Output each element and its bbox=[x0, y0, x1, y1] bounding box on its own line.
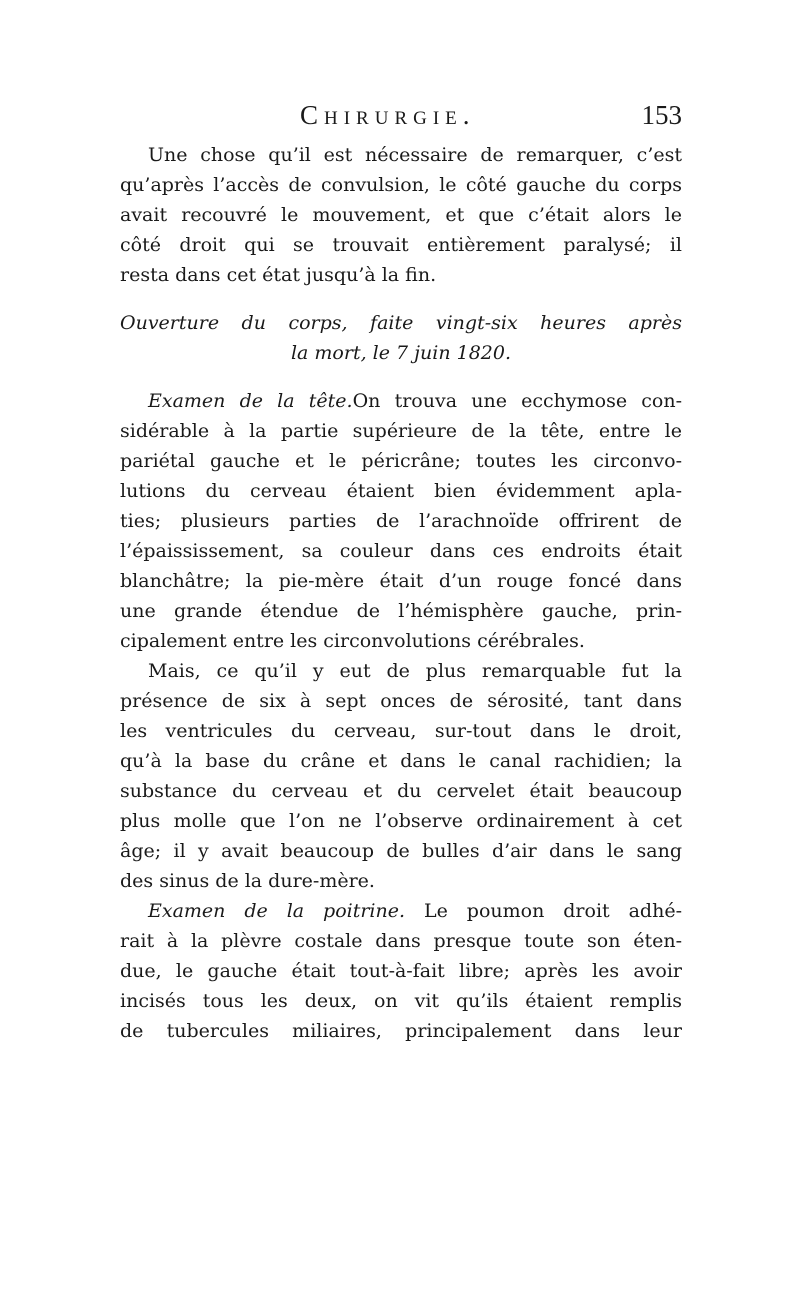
text-line: ties; plusieurs parties de l’arachnoïde offrirent de bbox=[120, 510, 682, 532]
paragraph-head-exam bbox=[120, 386, 682, 656]
section-title-line: Ouverture du corps, faite vingt-six heures après bbox=[120, 312, 682, 334]
text-line bbox=[120, 386, 682, 416]
text-line: Mais, ce qu’il y eut de plus remarquable fut la bbox=[148, 660, 682, 682]
text-line: une grande étendue de l’hémisphère gauche, prin- bbox=[120, 600, 682, 622]
paragraph-serosity bbox=[120, 656, 682, 896]
text-line: sidérable à la partie supérieure de la tête, entre le bbox=[120, 420, 682, 442]
text-line: de tubercules miliaires, principalement dans leur bbox=[120, 1020, 682, 1042]
text-line: avait recouvré le mouvement, et que c’était alors le bbox=[120, 204, 682, 226]
text-line: lutions du cerveau étaient bien évidemment apla- bbox=[120, 480, 682, 502]
section-title-line: la mort, le 7 juin 1820. bbox=[290, 342, 512, 364]
text-line: Une chose qu’il est nécessaire de remarquer, c’est bbox=[148, 144, 682, 166]
text-line: blanchâtre; la pie-mère était d’un rouge foncé dans bbox=[120, 570, 682, 592]
text-run: On trouva une ecchymose con- bbox=[352, 390, 682, 412]
text-line: plus molle que l’on ne l’observe ordinairement à cet bbox=[120, 810, 682, 832]
subsection-heading: Examen de la poitrine. bbox=[148, 900, 406, 922]
spacer bbox=[120, 368, 682, 386]
page-number: 153 bbox=[641, 100, 682, 130]
subsection-heading: Examen de la tête. bbox=[148, 390, 353, 412]
paragraph-chest-exam bbox=[120, 896, 682, 1046]
text-line: substance du cerveau et du cervelet était beaucoup bbox=[120, 780, 682, 802]
text-line: due, le gauche était tout-à-fait libre; après les avoir bbox=[120, 960, 682, 982]
text-run: Le poumon droit adhé- bbox=[424, 900, 682, 922]
text-line: âge; il y avait beaucoup de bulles d’air dans le sang bbox=[120, 840, 682, 862]
text-line: incisés tous les deux, on vit qu’ils étaient remplis bbox=[120, 990, 682, 1012]
text-line: les ventricules du cerveau, sur-tout dans le droit, bbox=[120, 720, 682, 742]
spacer bbox=[120, 290, 682, 308]
section-title bbox=[120, 308, 682, 368]
paragraph-convulsion bbox=[120, 140, 682, 290]
text-line: resta dans cet état jusqu’à la fin. bbox=[120, 264, 437, 286]
text-line: côté droit qui se trouvait entièrement paralysé; il bbox=[120, 234, 682, 256]
body-text bbox=[120, 140, 682, 1046]
page-header bbox=[120, 100, 682, 140]
text-line: présence de six à sept onces de sérosité, tant dans bbox=[120, 690, 682, 712]
text-line: rait à la plèvre costale dans presque toute son éten- bbox=[120, 930, 682, 952]
text-line: pariétal gauche et le péricrâne; toutes les circonvo- bbox=[120, 450, 682, 472]
text-line bbox=[120, 896, 682, 926]
running-title: Chirurgie. bbox=[300, 100, 476, 130]
text-line: l’épaississement, sa couleur dans ces endroits était bbox=[120, 540, 682, 562]
text-line: qu’à la base du crâne et dans le canal rachidien; la bbox=[120, 750, 682, 772]
text-line: cipalement entre les circonvolutions cérébrales. bbox=[120, 630, 585, 652]
text-line: qu’après l’accès de convulsion, le côté gauche du corps bbox=[120, 174, 682, 196]
text-line: des sinus de la dure-mère. bbox=[120, 870, 375, 892]
